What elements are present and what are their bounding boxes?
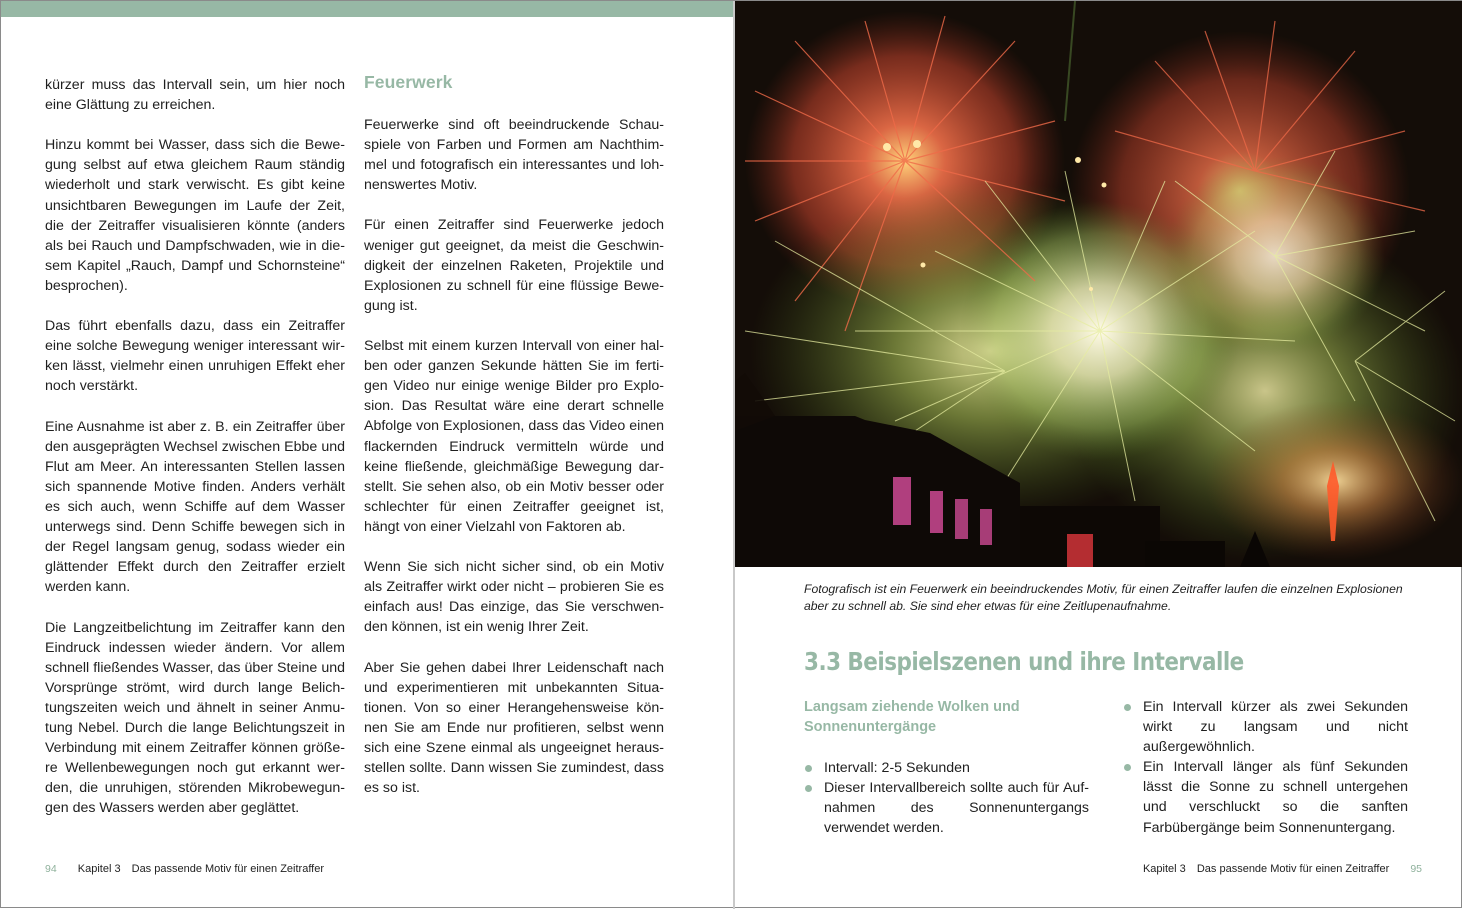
- page-number: 95: [1410, 863, 1422, 875]
- list-item-text: Ein Intervall kürzer als zwei Sekunden wirkt zu langsam und nicht außergewöhnlich.: [1143, 699, 1408, 756]
- bullet-list-right: [1123, 697, 1408, 838]
- paragraph: kürzer muss das Intervall sein, um hier noch eine Glättung zu erreichen.: [45, 77, 345, 114]
- bullet-list-left: [804, 758, 1089, 838]
- left-page-footer: [45, 863, 324, 875]
- bullet-icon: [805, 785, 812, 792]
- list-item-text: Ein Intervall länger als fünf Sekunden lässt die Sonne zu schnell untergehen und verschluckt so die sanften Farbübergänge beim Sonnenuntergang.: [1143, 759, 1408, 836]
- subheading: Langsam ziehende Wolken und Sonnenuntergänge: [804, 699, 1020, 735]
- paragraph: Feuerwerke sind oft beeindruckende Schauspiele von Farben und Formen am Nachthimmel und fotografisch ein interessantes und lohnenswertes Motiv.: [364, 117, 664, 194]
- paragraph: Hinzu kommt bei Wasser, dass sich die Bewegung selbst auf etwa gleichem Raum ständig wiederholt und stark verwischt. Es gibt keine unsichtbaren Bewegungen im Laufe der Zeit, die der Zeitraffer visualisieren könnte (anders als bei Rauch und Dampfschwaden, wie in diesem Kapitel „Rauch, Dampf und Schornsteine“ besprochen).: [45, 137, 345, 294]
- paragraph: Selbst mit einem kurzen Intervall von einer halben oder ganzen Sekunde hätten Sie im fertigen Video nur einige wenige Bilder pro Explosion. Das Resultat wäre eine derart schnelle Abfolge von Explosionen, dass das Video einen flackernden Eindruck vermitteln würde und keine fließende, gleichmäßige Bewegung darstellt. Sie sehen also, ob ein Motiv besser oder schlechter für einen Zeitraffer geeignet ist, hängt von einer Vielzahl von Faktoren ab.: [364, 338, 664, 535]
- left-page-column-2: [364, 115, 664, 818]
- section-number: 3.3: [804, 647, 841, 676]
- right-page-footer: [1143, 863, 1422, 875]
- paragraph: Die Langzeitbelichtung im Zeitraffer kann den Eindruck indessen wieder ändern. Vor allem schnell fließendes Wasser, das über Steine und Vorsprünge strömt, wird durch lange Belichtungszeiten weich und ähnelt in seiner Anmutung Nebel. Durch die lange Belichtungszeit in Verbindung mit einem Zeitraffer können größere Wellenbewegungen noch gut erkannt werden, die unruhigen, störenden Mikrobewegungen des Wassers werden aber geglättet.: [45, 619, 345, 817]
- fireworks-image-icon: [735, 1, 1462, 567]
- bullet-icon: [1124, 704, 1131, 711]
- paragraph: Für einen Zeitraffer sind Feuerwerke jedoch weniger gut geeignet, da meist die Geschwindigkeit der einzelnen Raketen, Projektile und Explosionen zu schnell für eine flüssige Bewegung ist.: [364, 217, 664, 314]
- paragraph: Eine Ausnahme ist aber z. B. ein Zeitraffer über den ausgeprägten Wechsel zwischen Ebbe und Flut am Meer. An interessanten Stellen lassen sich spannende Motive finden. Anders verhält es sich auch, wenn Schiffe auf dem Wasser unterwegs sind. Denn Schiffe bewegen sich in der Regel langsam genug, sodass wieder ein glättender Effekt durch den Zeitraffer erzielt werden kann.: [45, 418, 345, 596]
- photo-caption: Fotografisch ist ein Feuerwerk ein beeindruckendes Motiv, für einen Zeitraffer laufen die einzelnen Explosionen aber zu schnell ab. Sie sind eher etwas für eine Zeitlupenaufnahme.: [804, 582, 1403, 613]
- left-page-column-1: [45, 75, 345, 839]
- right-page: [735, 1, 1462, 907]
- list-item-text: Dieser Intervallbereich sollte auch für Aufnahmen des Sonnenuntergangs verwendet werden.: [824, 780, 1089, 837]
- paragraph: Das führt ebenfalls dazu, dass ein Zeitraffer eine solche Bewegung weniger interessant wirken lässt, vielmehr einen unruhigen Effekt eher noch verstärkt.: [45, 318, 345, 395]
- left-page: [1, 1, 733, 907]
- list-item: [1123, 697, 1408, 757]
- paragraph: Aber Sie gehen dabei Ihrer Leidenschaft nach und experimentieren mit unbekannten Situationen. Von so einer Herangehensweise können Sie am Ende nur profitieren, selbst wenn sich eine Szene einmal als ungeeignet herausstellen sollte. Dann wissen Sie zumindest, dass es so ist.: [364, 659, 664, 797]
- chapter-title: Das passende Motiv für einen Zeitraffer: [1196, 863, 1390, 875]
- chapter-title: Das passende Motiv für einen Zeitraffer: [131, 863, 325, 875]
- list-item: [804, 758, 1089, 778]
- chapter-label: Kapitel 3: [77, 863, 121, 875]
- section-heading: [804, 647, 1244, 676]
- bullet-icon: [1124, 764, 1131, 771]
- header-color-band: [1, 1, 733, 17]
- bullet-icon: [805, 765, 812, 772]
- page-number: 94: [45, 863, 57, 875]
- list-item: [804, 778, 1089, 838]
- paragraph: Wenn Sie sich nicht sicher sind, ob ein Motiv als Zeitraffer wirkt oder nicht – probieren Sie es einfach aus! Das einzige, das Sie verschwenden können, ist ein wenig Ihrer Zeit.: [364, 559, 664, 636]
- chapter-label: Kapitel 3: [1142, 863, 1186, 875]
- list-item: [1123, 757, 1408, 837]
- section-title-feuerwerk: Feuerwerk: [364, 72, 453, 92]
- section-heading-title: Beispielszenen und ihre Intervalle: [847, 647, 1244, 676]
- list-item-text: Intervall: 2-5 Sekunden: [824, 760, 970, 776]
- fireworks-photo: [735, 1, 1462, 567]
